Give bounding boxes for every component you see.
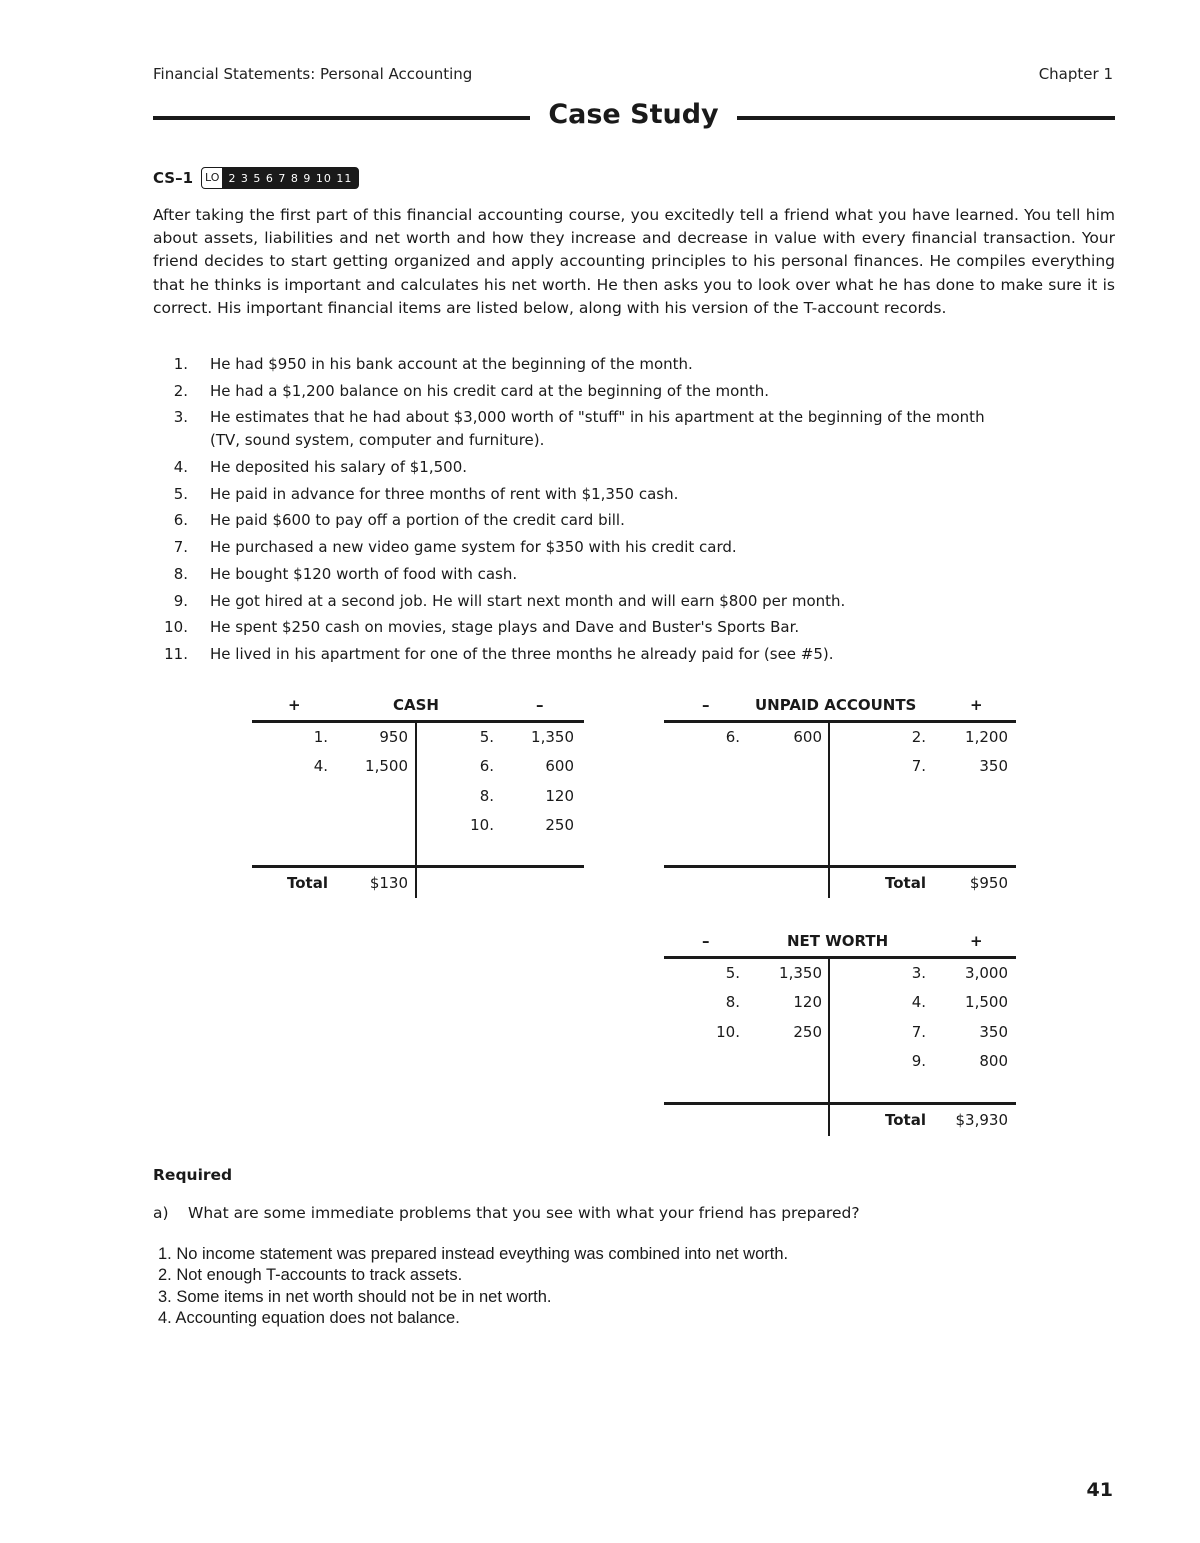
entry-ref: 5. (479, 728, 494, 746)
item-number: 8. (173, 564, 188, 583)
list-item (153, 536, 1053, 559)
credit-sign: + (970, 932, 983, 950)
item-number: 7. (173, 538, 188, 557)
entry-amount: 600 (793, 728, 822, 746)
case-label: CS–1 (153, 169, 194, 187)
item-text: He had a $1,200 balance on his credit card at the beginning of the month. (210, 381, 769, 400)
t-account-unpaid-accounts (664, 694, 1016, 904)
entry-ref: 8. (725, 993, 740, 1011)
question-a (153, 1204, 860, 1222)
entry-ref: 4. (313, 757, 328, 775)
item-text: He lived in his apartment for one of the three months he already paid for (see #5). (210, 644, 834, 663)
answer-line: 1. No income statement was prepared instead eveything was combined into net worth. (158, 1245, 789, 1263)
answer-line: 3. Some items in net worth should not be in net worth. (158, 1287, 552, 1306)
total-label: Total (287, 874, 328, 892)
entry-amount: 800 (979, 1052, 1008, 1070)
t-top-rule (664, 720, 1016, 723)
account-title: UNPAID ACCOUNTS (755, 696, 917, 714)
case-intro: After taking the first part of this financial accounting course, you excitedly tell a friend what you have learned. You tell him about assets, liabilities and net worth and how they increase and decrease in value with every financial transaction. Your friend decides to start getting organized and apply accounting principles to his personal finances. He compiles everything that he thinks is important and calculates his net worth. He then asks you to look over what he has done to make sure it is correct. His important financial items are listed below, along with his version of the T-account records. (153, 206, 1115, 317)
title-rule-left (153, 116, 530, 120)
entry-ref: 8. (479, 787, 494, 805)
item-number: 9. (173, 591, 188, 610)
item-number: 6. (173, 511, 188, 530)
section-title-bar (153, 99, 1115, 135)
total-value: $3,930 (955, 1111, 1008, 1129)
entry-amount: 350 (979, 757, 1008, 775)
t-account-net-worth (664, 930, 1016, 1140)
answer-line: 2. Not enough T-accounts to track assets. (158, 1266, 463, 1285)
entry-amount: 250 (793, 1023, 822, 1041)
entry-amount: 1,350 (779, 964, 822, 982)
event-list (153, 353, 1053, 670)
t-account-cash (252, 694, 604, 904)
item-text: He spent $250 cash on movies, stage plays and Dave and Buster's Sports Bar. (210, 618, 800, 637)
learning-objectives-badge (201, 167, 359, 189)
debit-sign: – (702, 696, 710, 714)
list-item (153, 353, 1053, 376)
entry-amount: 1,350 (531, 728, 574, 746)
entry-ref: 5. (725, 964, 740, 982)
item-number: 11. (164, 644, 188, 663)
list-item (153, 643, 1053, 666)
entry-ref: 6. (479, 757, 494, 775)
list-item (153, 456, 1053, 479)
entry-ref: 9. (911, 1052, 926, 1070)
running-header-title: Financial Statements: Personal Accounting (153, 65, 473, 83)
lo-numbers: 2 3 5 6 7 8 9 10 11 (228, 171, 353, 185)
credit-sign: + (970, 696, 983, 714)
entry-ref: 2. (911, 728, 926, 746)
entry-amount: 120 (545, 787, 574, 805)
debit-sign: + (288, 696, 301, 714)
item-text: He paid $600 to pay off a portion of the credit card bill. (210, 511, 625, 530)
entry-amount: 120 (793, 993, 822, 1011)
list-item (153, 616, 1053, 639)
entry-amount: 350 (979, 1023, 1008, 1041)
debit-sign: – (702, 932, 710, 950)
account-title: NET WORTH (787, 932, 889, 950)
item-number: 10. (164, 618, 188, 637)
question-text: What are some immediate problems that you see with what your friend has prepared? (188, 1204, 860, 1222)
entry-amount: 1,500 (965, 993, 1008, 1011)
running-header-chapter: Chapter 1 (1038, 65, 1113, 83)
entry-amount: 950 (379, 728, 408, 746)
required-heading: Required (153, 1166, 233, 1184)
lo-tag: LO (202, 168, 222, 188)
entry-ref: 10. (470, 816, 494, 834)
t-center-line (415, 720, 417, 898)
entry-ref: 7. (911, 757, 926, 775)
item-text: He had $950 in his bank account at the beginning of the month. (210, 355, 693, 373)
entry-amount: 1,200 (965, 728, 1008, 746)
section-title: Case Study (548, 99, 719, 130)
t-total-rule (664, 1102, 1016, 1105)
item-text: He purchased a new video game system for $350 with his credit card. (210, 538, 737, 557)
entry-amount: 1,500 (365, 757, 408, 775)
list-item (153, 406, 1053, 452)
list-item (153, 509, 1053, 532)
list-item (153, 483, 1053, 506)
item-text: He estimates that he had about $3,000 worth of "stuff" in his apartment at the beginning of the month (TV, sound system, computer and furniture). (210, 408, 985, 450)
item-number: 4. (173, 458, 188, 477)
entry-ref: 1. (313, 728, 328, 746)
total-label: Total (885, 874, 926, 892)
t-total-rule (252, 865, 584, 868)
entry-ref: 10. (716, 1023, 740, 1041)
list-item (153, 590, 1053, 613)
entry-ref: 7. (911, 1023, 926, 1041)
credit-sign: – (536, 696, 544, 714)
answer-line: 4. Accounting equation does not balance. (158, 1308, 460, 1327)
total-value: $950 (969, 874, 1008, 892)
answer-block (158, 1244, 788, 1329)
list-item (153, 380, 1053, 403)
entry-amount: 3,000 (965, 964, 1008, 982)
t-top-rule (252, 720, 584, 723)
entry-amount: 250 (545, 816, 574, 834)
item-text: He bought $120 worth of food with cash. (210, 564, 518, 583)
entry-ref: 3. (911, 964, 926, 982)
item-number: 5. (173, 484, 188, 503)
title-rule-right (737, 116, 1115, 120)
total-label: Total (885, 1111, 926, 1129)
t-center-line (828, 720, 830, 898)
t-top-rule (664, 956, 1016, 959)
item-text: He paid in advance for three months of rent with $1,350 cash. (210, 484, 679, 503)
item-text: He got hired at a second job. He will start next month and will earn $800 per month. (210, 591, 846, 610)
page-number: 41 (1086, 1479, 1113, 1501)
account-title: CASH (393, 696, 439, 714)
entry-ref: 4. (911, 993, 926, 1011)
item-number: 2. (173, 381, 188, 400)
t-total-rule (664, 865, 1016, 868)
total-value: $130 (369, 874, 408, 892)
question-letter: a) (153, 1204, 169, 1222)
item-text: He deposited his salary of $1,500. (210, 458, 468, 477)
list-item (153, 563, 1053, 586)
item-number: 3. (173, 408, 188, 427)
t-center-line (828, 956, 830, 1136)
item-number: 1. (173, 355, 188, 373)
entry-ref: 6. (725, 728, 740, 746)
entry-amount: 600 (545, 757, 574, 775)
case-id-row (153, 166, 359, 190)
